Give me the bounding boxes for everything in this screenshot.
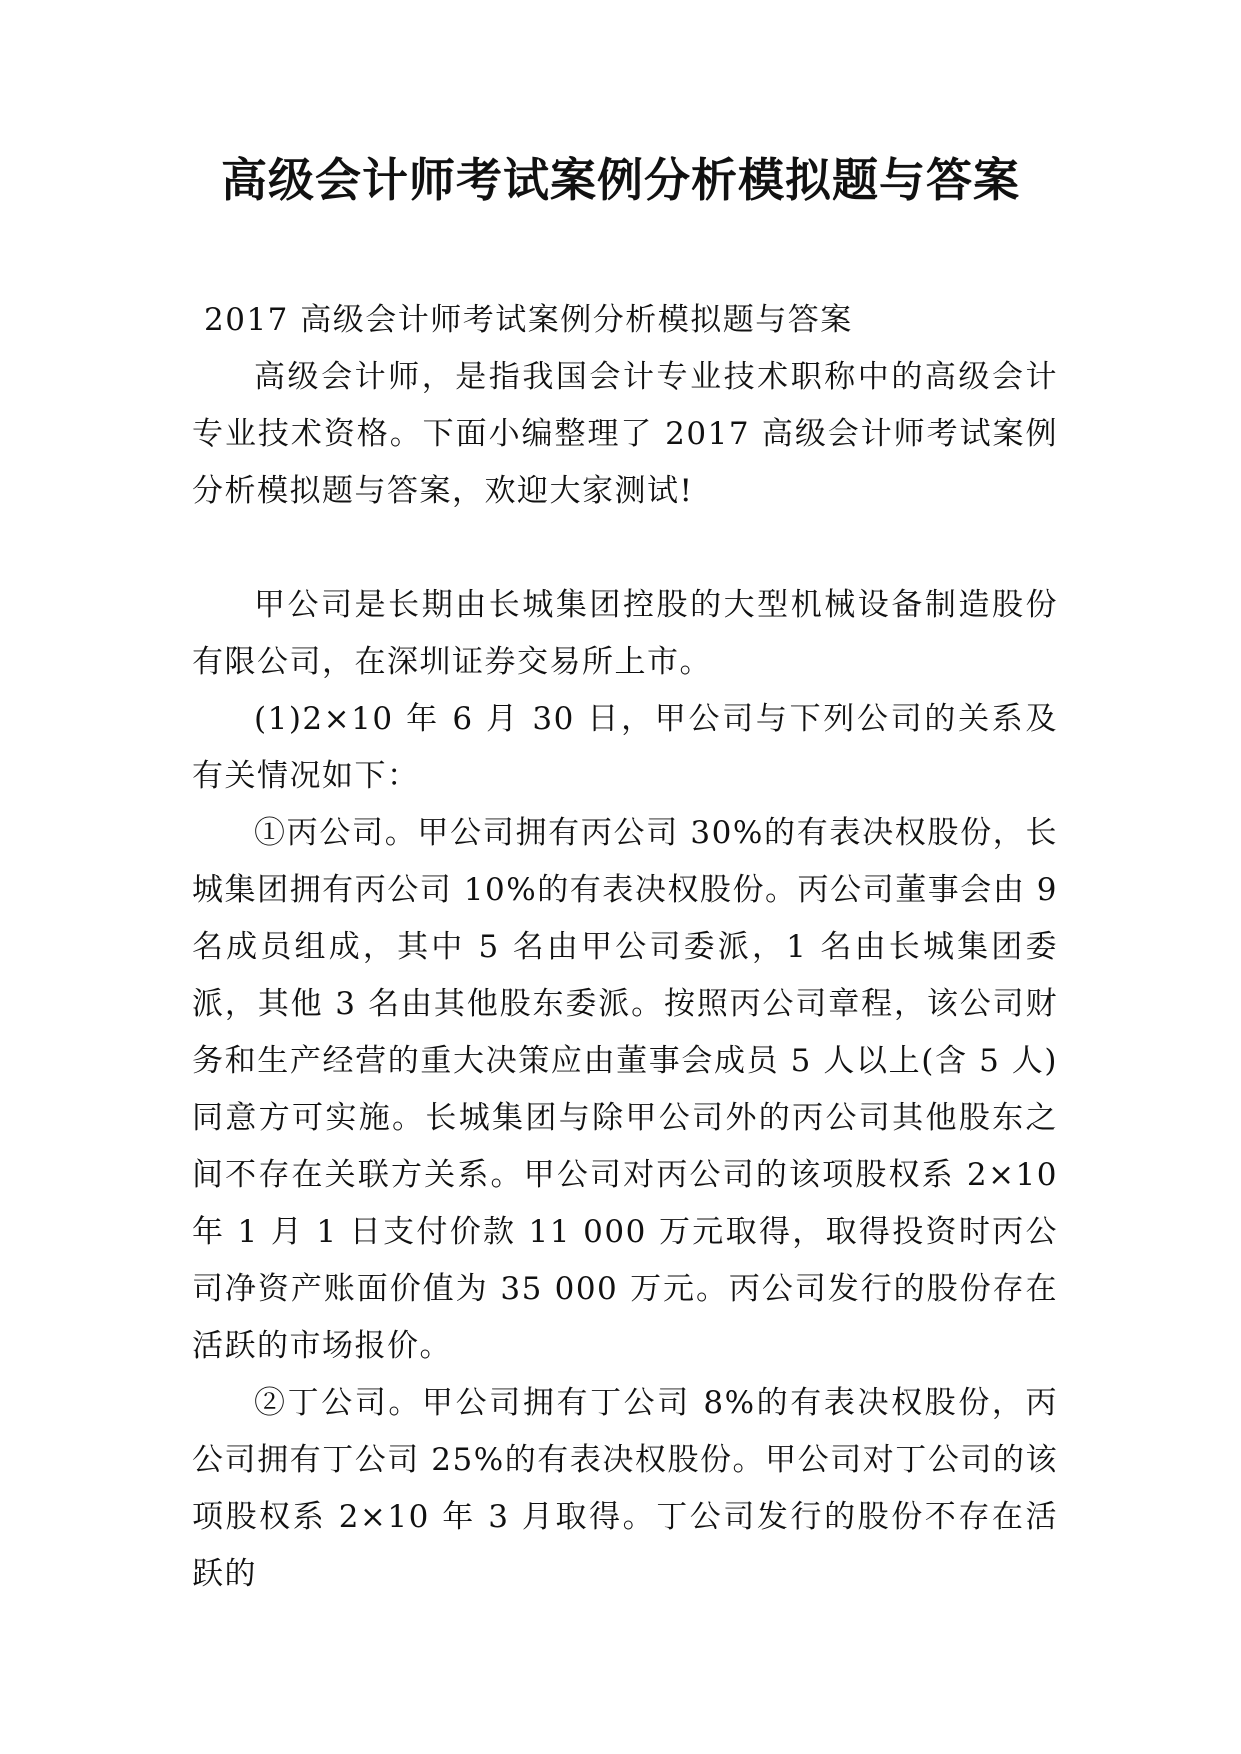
- document-title: 高级会计师考试案例分析模拟题与答案: [221, 153, 1020, 207]
- paragraph-bing-company: ①丙公司。甲公司拥有丙公司 30%的有表决权股份，长城集团拥有丙公司 10%的有表决权股份。丙公司董事会由 9 名成员组成，其中 5 名由甲公司委派，1 名由长城集团委派，其他 3 名由其他股东委派。按照丙公司章程，该公司财务和生产经营的重大决策应由董事会成员 5 人以上(含 5 人)同意方可实施。长城集团与除甲公司外的丙公司其他股东之间不存在关联方关系。甲公司对丙公司的该项股权系 2×10 年 1 月 1 日支付价款 11 000 万元取得，取得投资时丙公司净资产账面价值为 35 000 万元。丙公司发行的股份存在活跃的市场报价。: [192, 815, 1058, 1364]
- paragraph-case-1: (1)2×10 年 6 月 30 日，甲公司与下列公司的关系及有关情况如下：: [192, 701, 1058, 794]
- paragraph-company-background: 甲公司是长期由长城集团控股的大型机械设备制造股份有限公司，在深圳证券交易所上市。: [192, 587, 1058, 680]
- document-subtitle: 2017 高级会计师考试案例分析模拟题与答案: [204, 302, 853, 338]
- document-body: [192, 292, 1058, 1603]
- paragraph-ding-company: ②丁公司。甲公司拥有丁公司 8%的有表决权股份，丙公司拥有丁公司 25%的有表决权股份。甲公司对丁公司的该项股权系 2×10 年 3 月取得。丁公司发行的股份不存在活跃的: [192, 1385, 1058, 1592]
- paragraph-spacer: [192, 520, 1058, 577]
- paragraph-intro: 高级会计师，是指我国会计专业技术职称中的高级会计专业技术资格。下面小编整理了 2017 高级会计师考试案例分析模拟题与答案，欢迎大家测试!: [192, 359, 1058, 509]
